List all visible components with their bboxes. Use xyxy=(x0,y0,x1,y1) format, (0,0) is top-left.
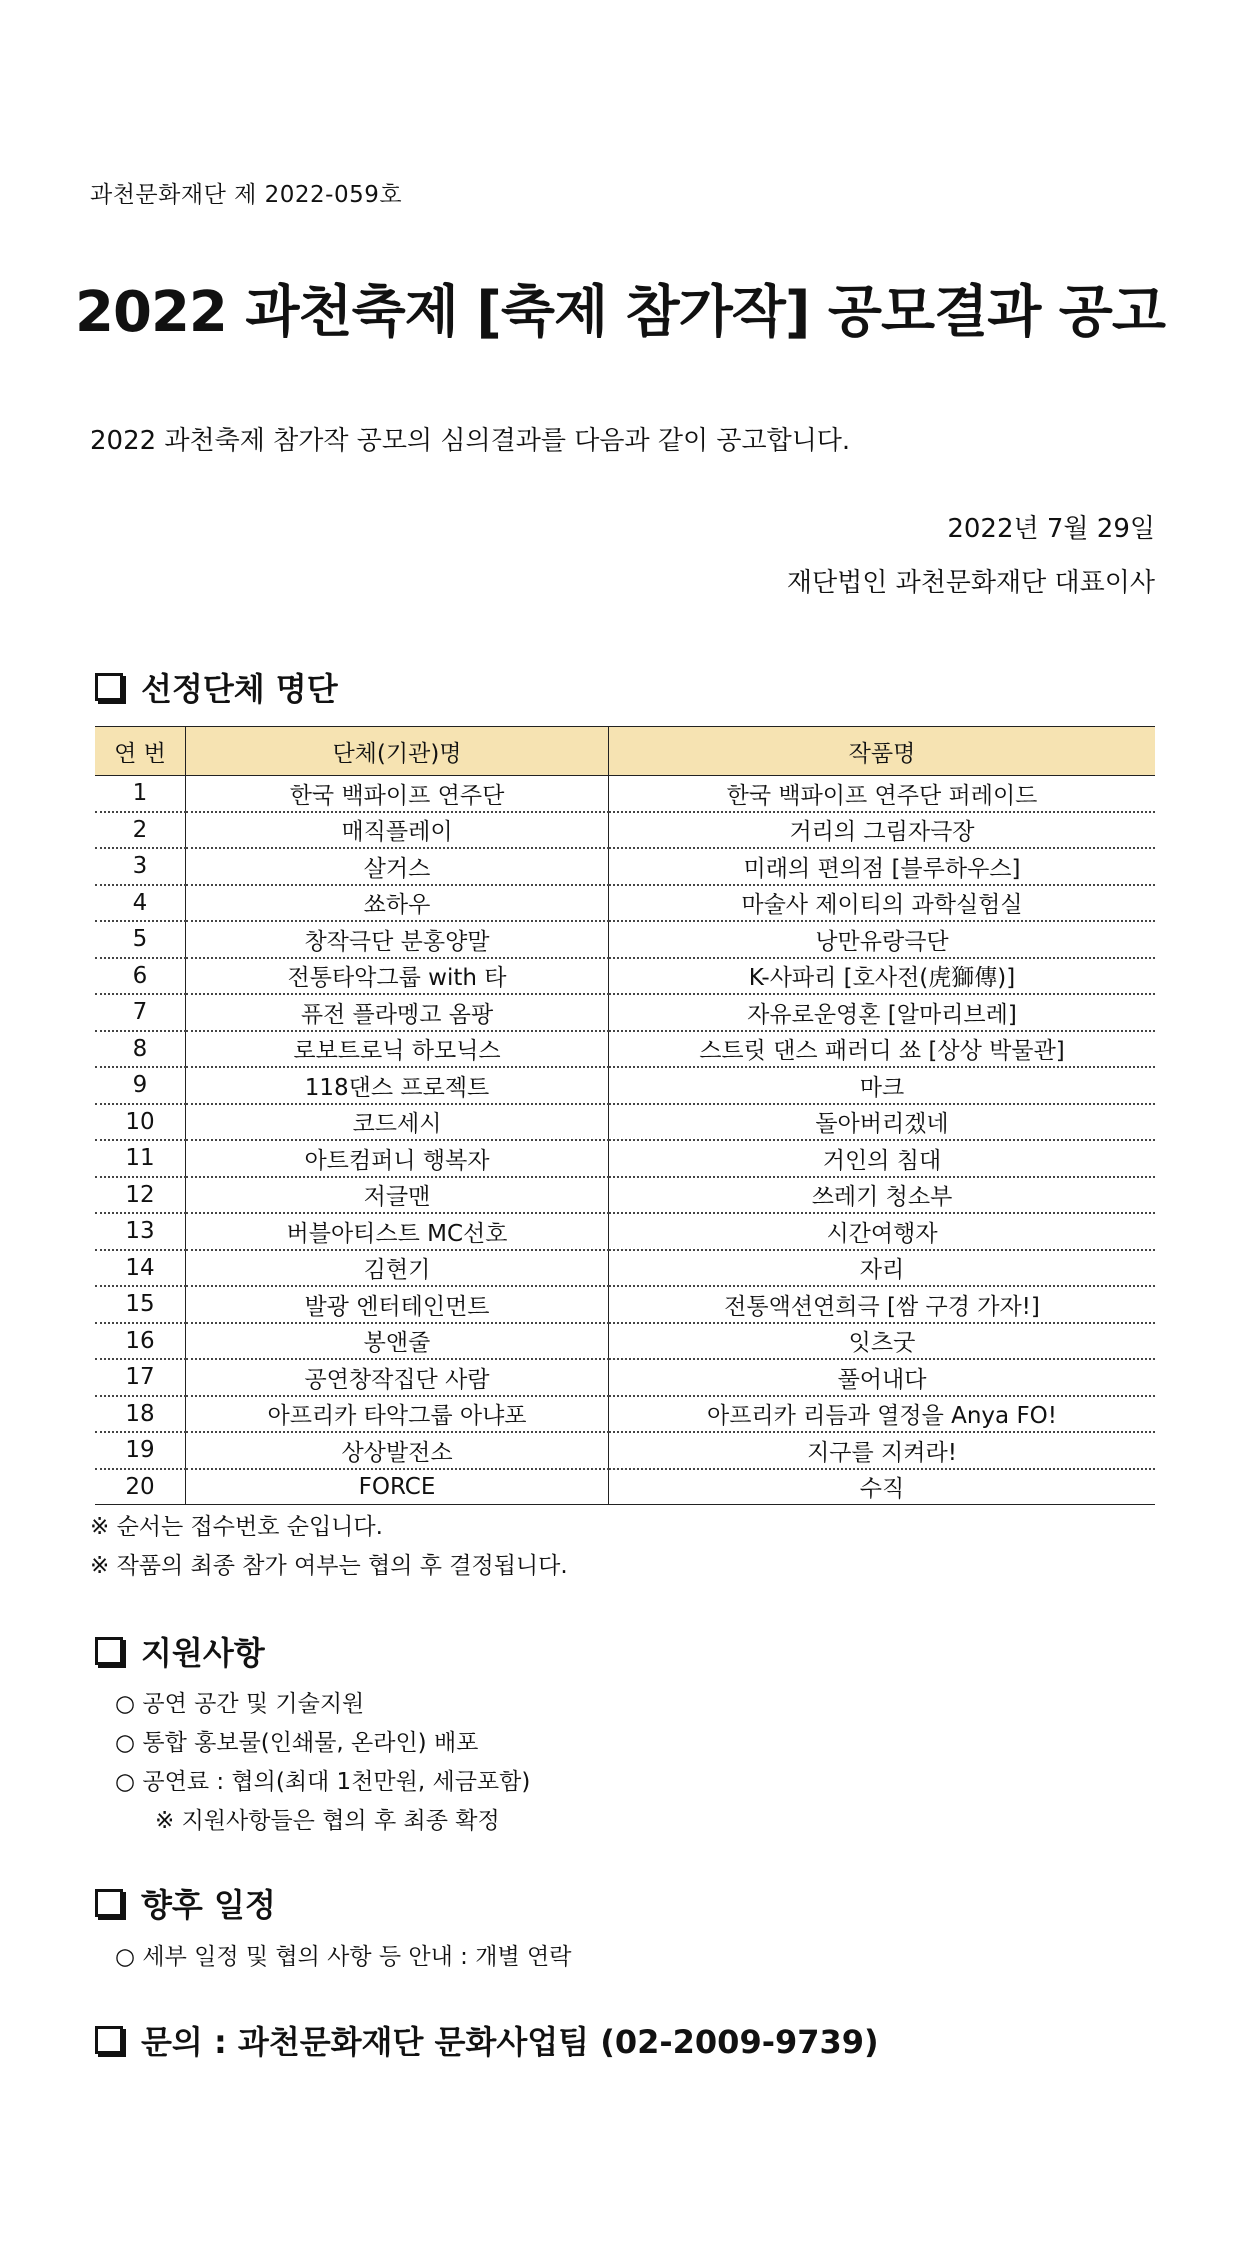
support-item: ○ 공연료 : 협의(최대 1천만원, 세금포함) xyxy=(115,1769,531,1795)
row-organization: 살거스 xyxy=(186,848,609,885)
support-item: ○ 공연 공간 및 기술지원 xyxy=(115,1691,365,1717)
table-row xyxy=(95,1359,1155,1396)
row-work-title: K-사파리 [호사전(虎獅傳)] xyxy=(609,958,1156,995)
row-work-title: 자리 xyxy=(609,1250,1156,1287)
row-organization: 매직플레이 xyxy=(186,812,609,849)
row-work-title: 잇츠굿 xyxy=(609,1323,1156,1360)
support-note: ※ 지원사항들은 협의 후 최종 확정 xyxy=(155,1808,500,1834)
row-work-title: 마크 xyxy=(609,1067,1156,1104)
row-work-title: 풀어내다 xyxy=(609,1359,1156,1396)
row-work-title: 아프리카 리듬과 열정을 Anya FO! xyxy=(609,1396,1156,1433)
page-title: 2022 과천축제 [축제 참가작] 공모결과 공고 xyxy=(75,280,1165,345)
row-work-title: 자유로운영혼 [알마리브레] xyxy=(609,994,1156,1031)
row-number: 18 xyxy=(95,1396,186,1433)
row-number: 16 xyxy=(95,1323,186,1360)
row-organization: 118댄스 프로젝트 xyxy=(186,1067,609,1104)
table-row xyxy=(95,1067,1155,1104)
checkbox-icon xyxy=(95,1889,123,1917)
section-selected-label: 선정단체 명단 xyxy=(141,670,338,708)
row-work-title: 한국 백파이프 연주단 퍼레이드 xyxy=(609,776,1156,812)
document-number: 과천문화재단 제 2022-059호 xyxy=(90,182,403,208)
table-row xyxy=(95,958,1155,995)
row-organization: 창작극단 분홍양말 xyxy=(186,921,609,958)
table-row xyxy=(95,1250,1155,1287)
row-number: 15 xyxy=(95,1286,186,1323)
table-row xyxy=(95,812,1155,849)
row-number: 7 xyxy=(95,994,186,1031)
note-final-decision: ※ 작품의 최종 참가 여부는 협의 후 결정됩니다. xyxy=(90,1553,568,1579)
row-number: 10 xyxy=(95,1104,186,1141)
table-row xyxy=(95,848,1155,885)
row-organization: 쑈하우 xyxy=(186,885,609,922)
row-number: 3 xyxy=(95,848,186,885)
row-number: 17 xyxy=(95,1359,186,1396)
section-support-heading xyxy=(95,1628,265,1674)
section-schedule-label: 향후 일정 xyxy=(141,1886,276,1924)
row-organization: FORCE xyxy=(186,1469,609,1505)
table-row xyxy=(95,921,1155,958)
table-row xyxy=(95,1469,1155,1505)
row-number: 6 xyxy=(95,958,186,995)
support-item: ○ 통합 홍보물(인쇄물, 온라인) 배포 xyxy=(115,1730,479,1756)
row-work-title: 전통액션연희극 [쌈 구경 가자!] xyxy=(609,1286,1156,1323)
section-schedule-heading xyxy=(95,1880,276,1926)
table-row xyxy=(95,885,1155,922)
table-row xyxy=(95,1213,1155,1250)
row-work-title: 수직 xyxy=(609,1469,1156,1505)
row-work-title: 쓰레기 청소부 xyxy=(609,1177,1156,1214)
row-work-title: 거인의 침대 xyxy=(609,1140,1156,1177)
row-number: 13 xyxy=(95,1213,186,1250)
section-selected-heading xyxy=(95,664,338,710)
row-work-title: 낭만유랑극단 xyxy=(609,921,1156,958)
row-organization: 한국 백파이프 연주단 xyxy=(186,776,609,812)
row-organization: 발광 엔터테인먼트 xyxy=(186,1286,609,1323)
checkbox-icon xyxy=(95,1637,123,1665)
row-work-title: 거리의 그림자극장 xyxy=(609,812,1156,849)
checkbox-icon xyxy=(95,2026,123,2054)
table-header-row xyxy=(95,727,1155,776)
row-work-title: 스트릿 댄스 패러디 쑈 [상상 박물관] xyxy=(609,1031,1156,1068)
note-order: ※ 순서는 접수번호 순입니다. xyxy=(90,1514,383,1540)
table-row xyxy=(95,1140,1155,1177)
table-row xyxy=(95,1323,1155,1360)
schedule-item: ○ 세부 일정 및 협의 사항 등 안내 : 개별 연락 xyxy=(115,1944,572,1970)
checkbox-icon xyxy=(95,673,123,701)
table-row xyxy=(95,776,1155,812)
header-organization: 단체(기관)명 xyxy=(186,727,609,776)
row-number: 5 xyxy=(95,921,186,958)
table-row xyxy=(95,1286,1155,1323)
row-number: 14 xyxy=(95,1250,186,1287)
row-organization: 버블아티스트 MC선호 xyxy=(186,1213,609,1250)
table-row xyxy=(95,1432,1155,1469)
row-number: 9 xyxy=(95,1067,186,1104)
section-contact-label: 문의 : 과천문화재단 문화사업팀 (02-2009-9739) xyxy=(141,2023,879,2061)
table-row xyxy=(95,1396,1155,1433)
table-row xyxy=(95,1104,1155,1141)
row-organization: 전통타악그룹 with 타 xyxy=(186,958,609,995)
row-number: 11 xyxy=(95,1140,186,1177)
row-organization: 로보트로닉 하모닉스 xyxy=(186,1031,609,1068)
selected-groups-table xyxy=(95,726,1155,1505)
announcement-date: 2022년 7월 29일 xyxy=(947,514,1155,544)
row-organization: 저글맨 xyxy=(186,1177,609,1214)
row-organization: 코드세시 xyxy=(186,1104,609,1141)
row-organization: 공연창작집단 사람 xyxy=(186,1359,609,1396)
row-organization: 아트컴퍼니 행복자 xyxy=(186,1140,609,1177)
header-work-title: 작품명 xyxy=(609,727,1156,776)
row-number: 20 xyxy=(95,1469,186,1505)
row-number: 8 xyxy=(95,1031,186,1068)
row-organization: 상상발전소 xyxy=(186,1432,609,1469)
section-contact-heading xyxy=(95,2017,879,2063)
row-number: 12 xyxy=(95,1177,186,1214)
intro-text: 2022 과천축제 참가작 공모의 심의결과를 다음과 같이 공고합니다. xyxy=(90,426,851,456)
row-number: 19 xyxy=(95,1432,186,1469)
table-row xyxy=(95,994,1155,1031)
row-organization: 퓨전 플라멩고 옴팡 xyxy=(186,994,609,1031)
row-organization: 아프리카 타악그룹 아냐포 xyxy=(186,1396,609,1433)
table-row xyxy=(95,1031,1155,1068)
row-number: 2 xyxy=(95,812,186,849)
row-number: 1 xyxy=(95,776,186,812)
issuer-name: 재단법인 과천문화재단 대표이사 xyxy=(786,568,1155,598)
row-work-title: 돌아버리겠네 xyxy=(609,1104,1156,1141)
row-work-title: 지구를 지켜라! xyxy=(609,1432,1156,1469)
row-organization: 봉앤줄 xyxy=(186,1323,609,1360)
row-organization: 김현기 xyxy=(186,1250,609,1287)
row-work-title: 마술사 제이티의 과학실험실 xyxy=(609,885,1156,922)
section-support-label: 지원사항 xyxy=(141,1634,265,1672)
row-work-title: 미래의 편의점 [블루하우스] xyxy=(609,848,1156,885)
row-number: 4 xyxy=(95,885,186,922)
table-row xyxy=(95,1177,1155,1214)
row-work-title: 시간여행자 xyxy=(609,1213,1156,1250)
header-number: 연 번 xyxy=(95,727,186,776)
